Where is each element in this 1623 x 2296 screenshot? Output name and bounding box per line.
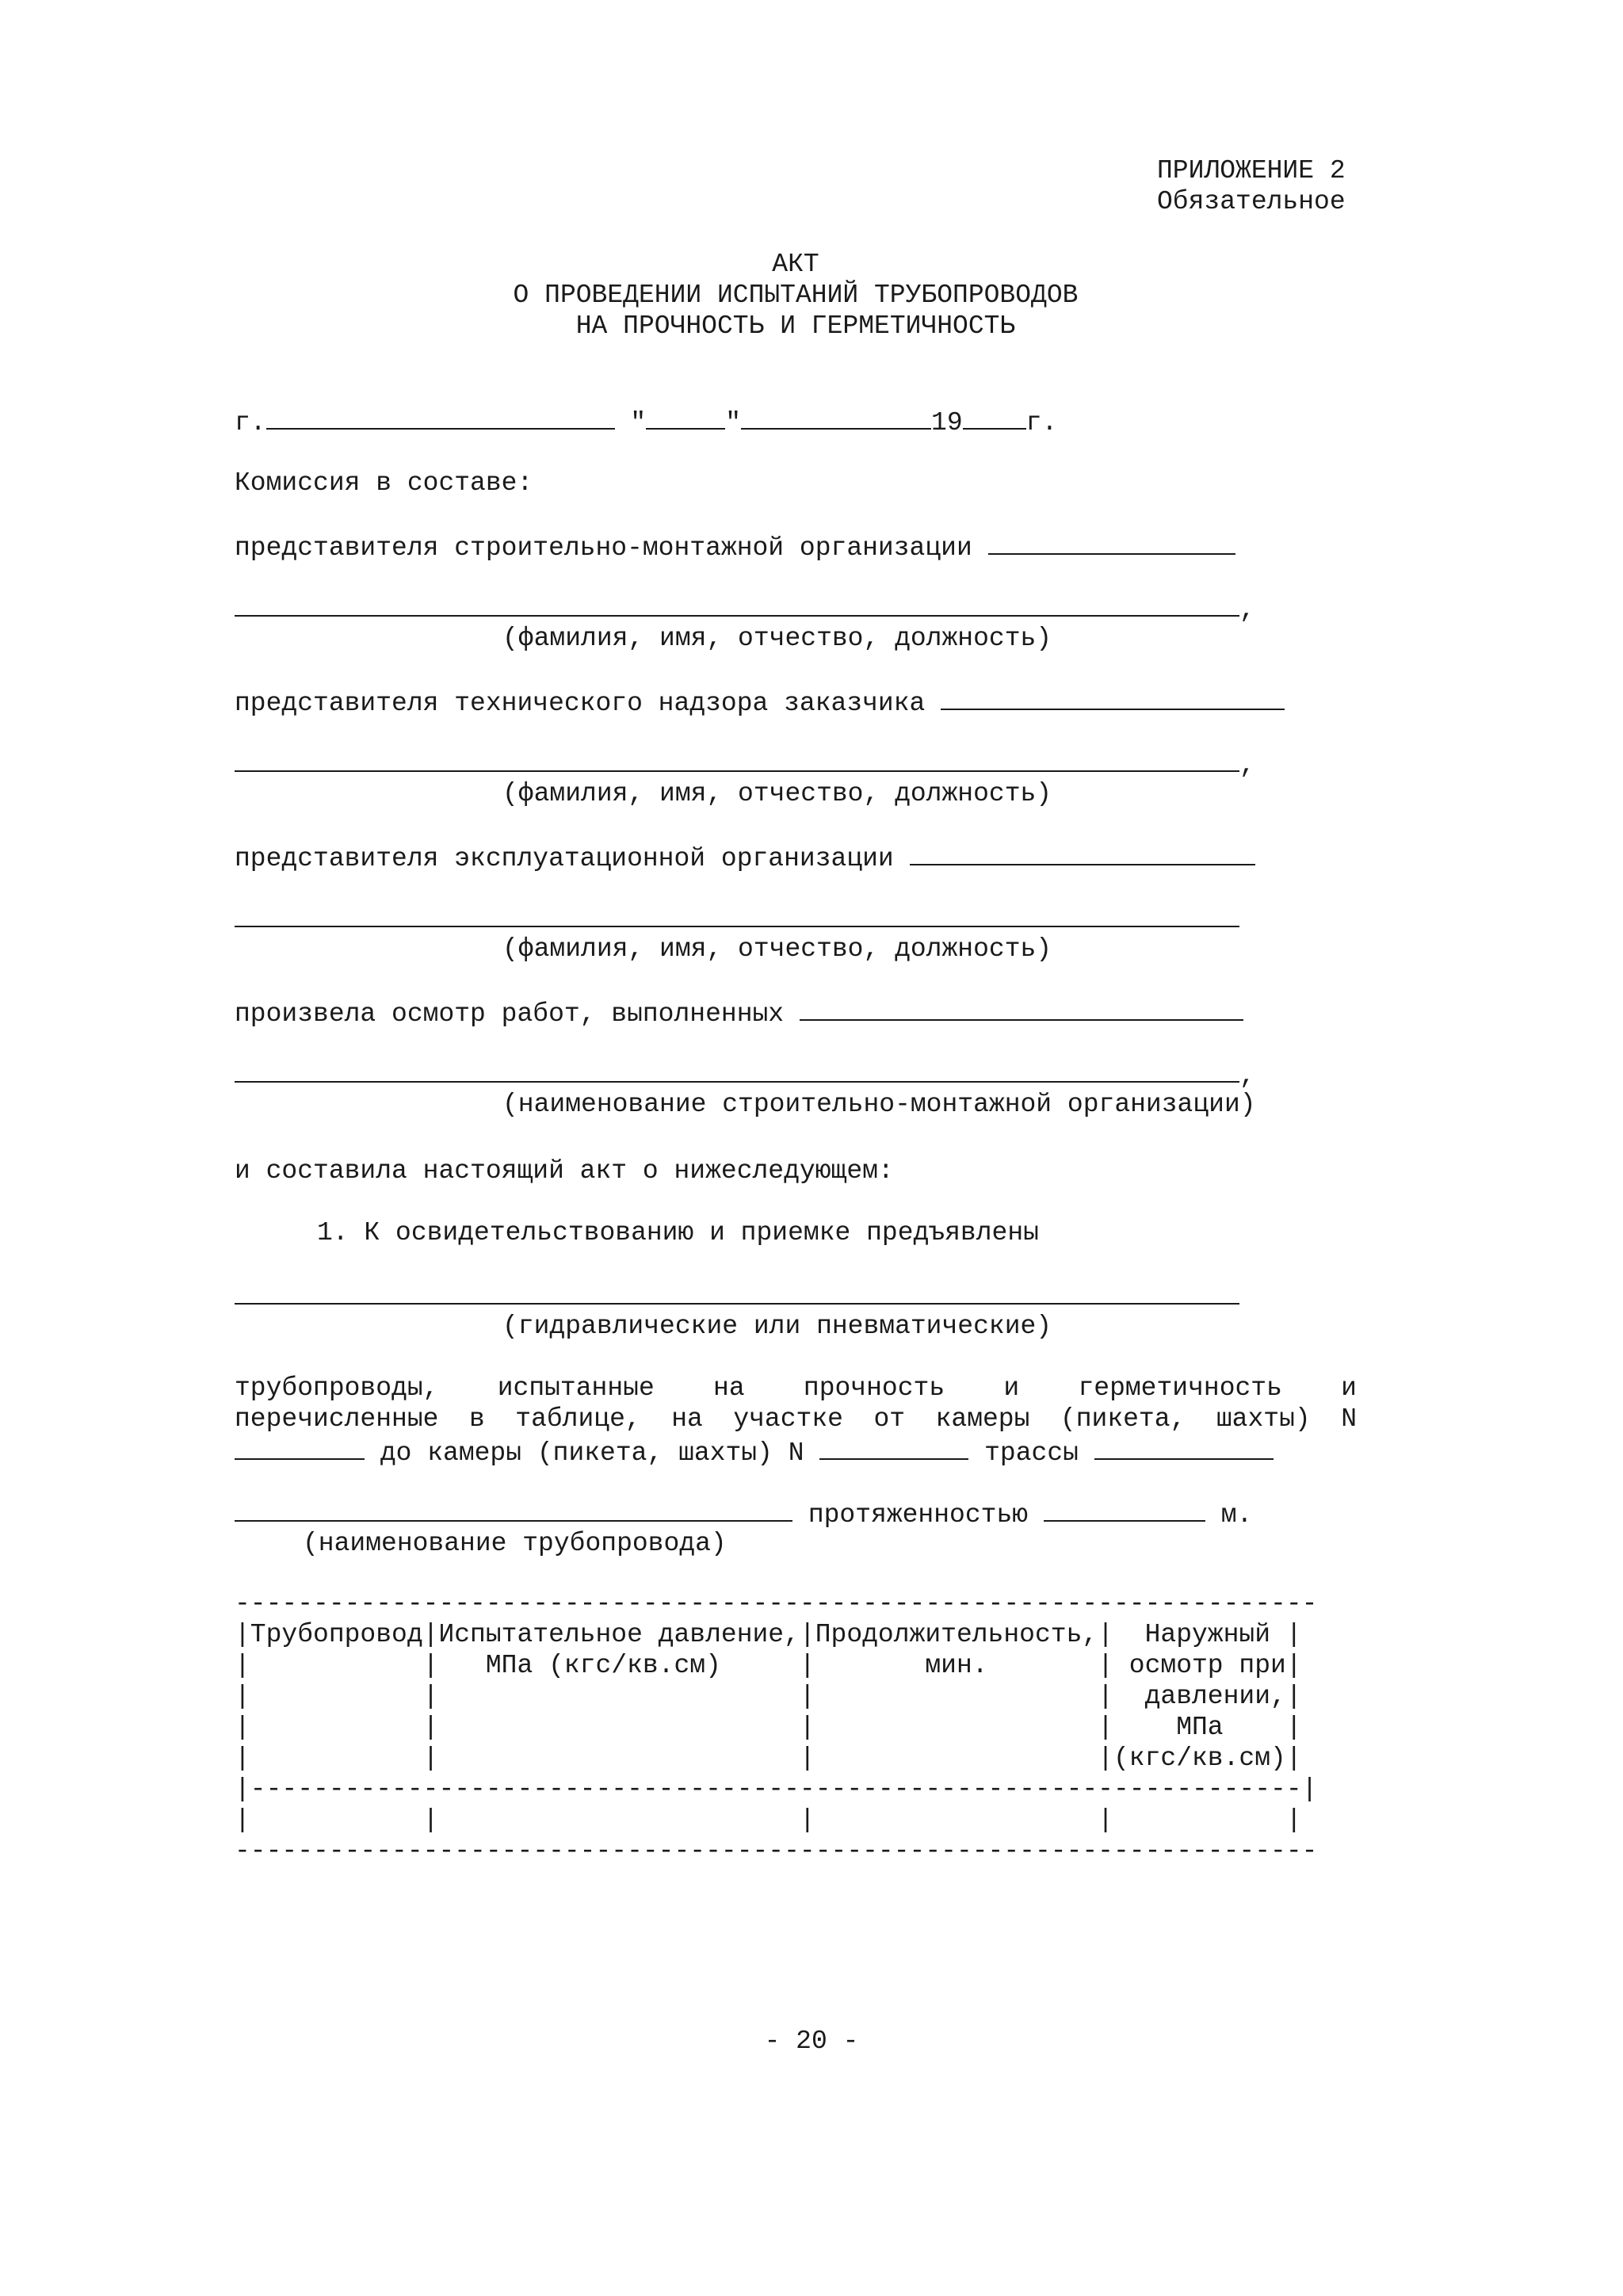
rep2-caption: (фамилия, имя, отчество, должность) bbox=[502, 779, 1052, 808]
rep3-label: представителя эксплуатационной организации bbox=[235, 844, 894, 873]
appendix-number: ПРИЛОЖЕНИЕ 2 bbox=[1157, 156, 1346, 185]
date-line bbox=[235, 404, 1057, 438]
page-number: - 20 - bbox=[764, 2027, 859, 2056]
year-prefix: 19 bbox=[931, 408, 963, 437]
rep2-name-field[interactable] bbox=[235, 747, 1239, 772]
rep1-name-field[interactable] bbox=[235, 591, 1239, 617]
document-title bbox=[235, 249, 1357, 342]
city-field[interactable] bbox=[266, 404, 615, 430]
year-field[interactable] bbox=[963, 404, 1026, 430]
rep2-org-field[interactable] bbox=[941, 685, 1285, 710]
inspection-org-field[interactable] bbox=[235, 1057, 1239, 1083]
table-header-row: | | МПа (кгс/кв.см) | мин. | осмотр при| bbox=[235, 1651, 1302, 1680]
table-header-row: | | | | МПа | bbox=[235, 1713, 1302, 1742]
rep3-name-line bbox=[235, 902, 1239, 936]
to-chamber-label: до камеры (пикета, шахты) N bbox=[380, 1438, 804, 1468]
rep1-line bbox=[235, 529, 1235, 563]
rep3-name-field[interactable] bbox=[235, 902, 1239, 927]
item1-type-line bbox=[235, 1279, 1239, 1313]
table-header-row: |Трубопровод|Испытательное давление,|Продолжительность,| Наружный | bbox=[235, 1620, 1302, 1649]
rep1-caption: (фамилия, имя, отчество, должность) bbox=[502, 624, 1052, 653]
item1-caption: (гидравлические или пневматические) bbox=[502, 1312, 1052, 1341]
table-header-row: | | | | давлении,| bbox=[235, 1682, 1302, 1711]
from-chamber-field[interactable] bbox=[235, 1435, 365, 1460]
pipelines-line-3 bbox=[235, 1435, 1274, 1469]
rep3-line bbox=[235, 840, 1255, 874]
table-header-row: | | | |(кгс/кв.см)| bbox=[235, 1744, 1302, 1773]
title-line-1: АКТ bbox=[772, 250, 819, 279]
item1-text: 1. К освидетельствованию и приемке предъявлены bbox=[317, 1218, 1039, 1247]
item1-type-field[interactable] bbox=[235, 1279, 1239, 1305]
compiled-statement: и составила настоящий акт о нижеследующем: bbox=[235, 1156, 894, 1186]
pipeline-name-field[interactable] bbox=[235, 1496, 792, 1522]
rep2-label: представителя технического надзора заказчика bbox=[235, 689, 926, 718]
rep1-org-field[interactable] bbox=[988, 529, 1235, 555]
quote-close: " bbox=[725, 408, 742, 437]
appendix-header bbox=[1157, 155, 1346, 217]
test-results-table bbox=[235, 1588, 1317, 1866]
inspection-caption: (наименование строительно-монтажной организации) bbox=[502, 1090, 1256, 1119]
rep3-caption: (фамилия, имя, отчество, должность) bbox=[502, 934, 1052, 964]
table-top-rule: --------------------------------------------------------------------- bbox=[235, 1589, 1318, 1618]
route-field[interactable] bbox=[1094, 1435, 1274, 1460]
length-line bbox=[235, 1496, 1252, 1530]
length-field[interactable] bbox=[1044, 1496, 1205, 1522]
table-row[interactable]: | | | | | bbox=[235, 1805, 1302, 1835]
title-line-2: О ПРОВЕДЕНИИ ИСПЫТАНИЙ ТРУБОПРОВОДОВ bbox=[513, 281, 1079, 310]
table-bottom-rule: --------------------------------------------------------------------- bbox=[235, 1836, 1318, 1866]
pipelines-line-2: перечисленные в таблице, на участке от камеры (пикета, шахты) N bbox=[235, 1404, 1357, 1434]
rep1-name-line: , bbox=[235, 591, 1255, 625]
rep1-label: представителя строительно-монтажной организации bbox=[235, 533, 972, 563]
day-field[interactable] bbox=[646, 404, 725, 430]
pipelines-line-1: трубопроводы, испытанные на прочность и герметичность и bbox=[235, 1373, 1357, 1403]
length-caption: (наименование трубопровода) bbox=[303, 1529, 727, 1558]
rep2-name-line: , bbox=[235, 747, 1255, 781]
rep3-org-field[interactable] bbox=[910, 840, 1255, 865]
quote-open: " bbox=[630, 408, 647, 437]
inspection-field[interactable] bbox=[800, 995, 1243, 1021]
commission-heading: Комиссия в составе: bbox=[235, 468, 533, 498]
route-label: трассы bbox=[984, 1438, 1079, 1468]
rep2-line bbox=[235, 685, 1285, 719]
inspection-label: произвела осмотр работ, выполненных bbox=[235, 999, 785, 1029]
to-chamber-field[interactable] bbox=[819, 1435, 968, 1460]
city-prefix: г. bbox=[235, 408, 266, 437]
appendix-status: Обязательное bbox=[1157, 187, 1346, 216]
title-line-3: НА ПРОЧНОСТЬ И ГЕРМЕТИЧНОСТЬ bbox=[575, 311, 1016, 341]
length-unit: м. bbox=[1220, 1500, 1253, 1530]
inspection-org-line: , bbox=[235, 1057, 1255, 1091]
length-label: протяженностью bbox=[808, 1500, 1029, 1530]
inspection-line bbox=[235, 995, 1243, 1030]
year-suffix: г. bbox=[1025, 408, 1058, 437]
month-field[interactable] bbox=[741, 404, 931, 430]
table-mid-rule: |-------------------------------------------------------------------| bbox=[235, 1775, 1318, 1804]
